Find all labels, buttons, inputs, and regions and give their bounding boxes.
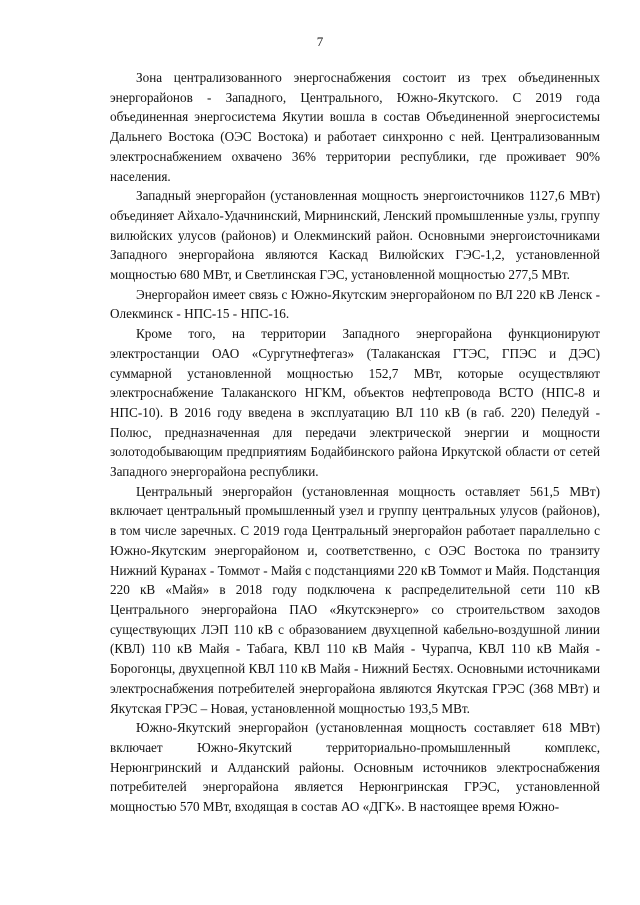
paragraph-western-region: Западный энергорайон (установленная мощность энергоисточников 1127,6 МВт) объединяет Айхало-Удачнинский, Мирнинский, Ленский промышленные узлы, группу вилюйских улусов (районов) и Олекминский район. Основными энергоисточниками Западного энергорайона являются Каскад Вилюйских ГЭС-1,2, установленной мощностью 680 МВт, и Светлинская ГЭС, установленной мощностью 277,5 МВт. [110,188,600,283]
document-body [110,68,600,817]
page-number: 7 [316,34,324,49]
paragraph-centralized-zone: Зона централизованного энергоснабжения состоит из трех объединенных энергорайонов - Западного, Центрального, Южно-Якутского. С 2019 года объединенная энергосистема Якутии вошла в состав Объединенной энергосистемы Дальнего Востока (ОЭС Востока) и работает синхронно с ней. Централизованным электроснабжением охвачено 36% территории республики, где проживает 90% населения. [110,70,600,184]
paragraph-south-yakut-region: Южно-Якутский энергорайон (установленная мощность составляет 618 МВт) включает Южно-Якутский территориально-промышленный комплекс, Нерюнгринский и Алданский районы. Основным источников электроснабжения потребителей энергорайона является Нерюнгринская ГРЭС, установленной мощностью 570 МВт, входящая в состав АО «ДГК». В настоящее время Южно- [110,720,600,815]
paragraph-central-region: Центральный энергорайон (установленная мощность оставляет 561,5 МВт) включает центральный промышленный узел и группу центральных улусов (районов), в том числе заречных. С 2019 года Центральный энергорайон работает параллельно с Южно-Якутским энергорайоном и, соответственно, с ОЭС Востока по транзиту Нижний Куранах - Томмот - Майя с подстанциями 220 кВ Томмот и Майя. Подстанция 220 кВ «Майя» в 2018 году подключена к распределительной сети 110 кВ Центрального энергорайона ПАО «Якутскэнерго» со строительством заходов существующих ЛЭП 110 кВ с образованием двухцепной кабельно-воздушной линии (КВЛ) 110 кВ Майя - Табага, КВЛ 110 кВ Майя - Чурапча, КВЛ 110 кВ Майя - Борогонцы, двухцепной КВЛ 110 кВ Майя - Нижний Бестях. Основными источниками электроснабжения потребителей энергорайона являются Якутская ГРЭС (368 МВт) и Якутская ГРЭС – Новая, установленной мощностью 193,5 МВт. [110,483,600,716]
paragraph-surgutneftegaz: Кроме того, на территории Западного энергорайона функционируют электростанции ОАО «Сургутнефтегаз» (Талаканская ГТЭС, ГПЭС и ДЭС) суммарной установленной мощностью 152,7 МВт, которые осуществляют электроснабжение Талаканского НГКМ, объектов нефтепровода ВСТО (НПС-8 и НПС-10). В 2016 году введена в эксплуатацию ВЛ 110 кВ (в габ. 220) Пеледуй - Полюс, предназначенная для передачи электрической энергии и мощности золотодобывающим предприятиям Бодайбинского района Иркутской области от сетей Западного энергорайона республики. [110,326,600,480]
paragraph-western-link: Энергорайон имеет связь с Южно-Якутским энергорайоном по ВЛ 220 кВ Ленск - Олекминск - НПС-15 - НПС-16. [110,286,600,322]
